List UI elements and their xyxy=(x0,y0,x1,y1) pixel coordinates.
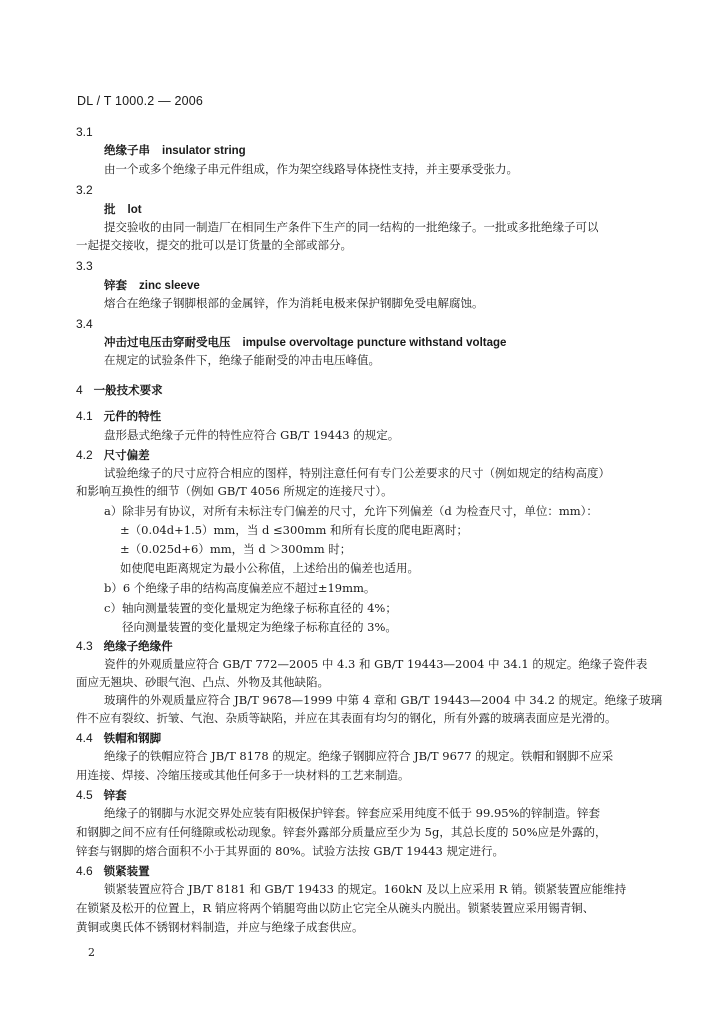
paragraph: 盘形悬式绝缘子元件的特性应符合 GB/T 19443 的规定。 xyxy=(104,428,400,442)
term-en: lot xyxy=(127,204,142,216)
paragraph-cont: 件不应有裂纹、折皱、气泡、杂质等缺陷，并应在其表面有均匀的钢化，所有外露的玻璃表面应是光滑的。 xyxy=(76,711,617,725)
section-heading-4-6 xyxy=(76,863,150,879)
page-number: 2 xyxy=(88,946,95,959)
section-heading-4-2 xyxy=(76,447,150,463)
term-lot xyxy=(104,201,142,218)
chapter-title: 一般技术要求 xyxy=(93,383,163,397)
paragraph-cont: 用连接、焊接、冷缩压接或其他任何多于一块材料的工艺来制造。 xyxy=(76,768,410,782)
term-en: zinc sleeve xyxy=(139,280,200,292)
section-number: 4.2 xyxy=(76,448,93,462)
paragraph: 锁紧装置应符合 JB/T 8181 和 GB/T 19433 的规定。160kN 及以上应采用 R 销。锁紧装置应能维持 xyxy=(104,882,627,896)
term-definition: 在规定的试验条件下，绝缘子能耐受的冲击电压峰值。 xyxy=(104,353,380,367)
paragraph-cont: 和影响互换性的细节（例如 GB/T 4056 所规定的连接尺寸）。 xyxy=(76,484,393,498)
list-item-a: a）除非另有协议，对所有未标注专门偏差的尺寸，允许下列偏差（d 为检查尺寸，单位：mm）： xyxy=(104,504,598,518)
section-number: 4.5 xyxy=(76,788,93,802)
list-item-a-tolerance-2: ±（0.025d+6）mm，当 d ＞300mm 时； xyxy=(120,542,352,556)
term-en: impulse overvoltage puncture withstand voltage xyxy=(242,337,507,349)
list-item-a-note: 如使爬电距离规定为最小公称值，上述给出的偏差也适用。 xyxy=(120,561,419,575)
section-number: 4.3 xyxy=(76,639,93,653)
paragraph: 绝缘子的铁帽应符合 JB/T 8178 的规定。绝缘子钢脚应符合 JB/T 9677 的规定。铁帽和钢脚不应采 xyxy=(104,749,614,763)
section-title: 元件的特性 xyxy=(103,409,162,423)
section-number: 4.1 xyxy=(76,409,93,423)
term-definition: 由一个或多个绝缘子串元件组成，作为架空线路导体挠性支持，并主要承受张力。 xyxy=(104,162,518,176)
section-heading-4-5 xyxy=(76,787,127,803)
clause-number-3-4: 3.4 xyxy=(76,317,93,331)
list-item-a-tolerance-1: ±（0.04d+1.5）mm，当 d ≤300mm 和所有长度的爬电距离时； xyxy=(120,523,469,537)
list-item-c-cont: 径向测量装置的变化量规定为绝缘子标称直径的 3%。 xyxy=(122,620,397,634)
term-impulse-voltage xyxy=(104,334,506,351)
clause-number-3-1: 3.1 xyxy=(76,125,93,139)
term-cn: 冲击过电压击穿耐受电压 xyxy=(104,335,231,349)
section-number: 4.4 xyxy=(76,731,93,745)
section-title: 绝缘子绝缘件 xyxy=(103,639,173,653)
section-heading-4-3 xyxy=(76,638,173,654)
section-heading-4-4 xyxy=(76,730,161,746)
paragraph-cont: 黄铜或奥氏体不锈钢材料制造，并应与绝缘子成套供应。 xyxy=(76,920,364,934)
paragraph-cont: 和钢脚之间不应有任何缝隙或松动现象。锌套外露部分质量应至少为 5g，其总长度的 50%应是外露的， xyxy=(76,825,607,839)
paragraph: 瓷件的外观质量应符合 GB/T 772—2005 中 4.3 和 GB/T 19443—2004 中 34.1 的规定。绝缘子瓷件表 xyxy=(104,657,648,671)
term-definition: 提交验收的由同一制造厂在相同生产条件下生产的同一结构的一批绝缘子。一批或多批绝缘子可以 xyxy=(104,220,599,234)
paragraph-cont: 锌套与钢脚的熔合面积不小于其界面的 80%。试验方法按 GB/T 19443 规定进行。 xyxy=(76,844,504,858)
paragraph-cont: 在锁紧及松开的位置上，R 销应将两个销腿弯曲以防止它完全从碗头内脱出。锁紧装置应采用锡青铜、 xyxy=(76,901,595,915)
term-insulator-string xyxy=(104,142,246,159)
section-title: 尺寸偏差 xyxy=(103,448,150,462)
paragraph: 绝缘子的钢脚与水泥交界处应装有阳极保护锌套。锌套应采用纯度不低于 99.95%的锌制造。锌套 xyxy=(104,806,601,820)
list-item-b: b）6 个绝缘子串的结构高度偏差应不超过±19mm。 xyxy=(104,581,376,595)
clause-number-3-3: 3.3 xyxy=(76,259,93,273)
section-title: 锁紧装置 xyxy=(103,864,150,878)
chapter-number: 4 xyxy=(76,383,83,397)
term-cn: 批 xyxy=(104,202,116,216)
paragraph: 试验绝缘子的尺寸应符合相应的图样，特别注意任何有专门公差要求的尺寸（例如规定的结构高度） xyxy=(104,466,610,480)
term-zinc-sleeve xyxy=(104,277,200,294)
chapter-heading-4 xyxy=(76,382,163,398)
section-title: 铁帽和钢脚 xyxy=(103,731,162,745)
term-definition: 熔合在绝缘子钢脚根部的金属锌，作为消耗电极来保护钢脚免受电解腐蚀。 xyxy=(104,296,484,310)
paragraph-cont: 面应无翘块、砂眼气泡、凸点、外物及其他缺陷。 xyxy=(76,675,329,689)
section-number: 4.6 xyxy=(76,864,93,878)
list-item-c: c）轴向测量装置的变化量规定为绝缘子标称直径的 4%； xyxy=(104,601,397,615)
term-cn: 锌套 xyxy=(104,278,127,292)
term-en: insulator string xyxy=(162,145,246,157)
term-cn: 绝缘子串 xyxy=(104,143,150,157)
section-heading-4-1 xyxy=(76,408,161,424)
term-definition-cont: 一起提交接收，提交的批可以是订货量的全部或部分。 xyxy=(76,238,352,252)
paragraph: 玻璃件的外观质量应符合 JB/T 9678—1999 中第 4 章和 GB/T 19443—2004 中 34.2 的规定。绝缘子玻璃 xyxy=(104,693,663,707)
section-title: 锌套 xyxy=(103,788,127,802)
clause-number-3-2: 3.2 xyxy=(76,183,93,197)
document-code-header: DL / T 1000.2 — 2006 xyxy=(77,94,204,108)
